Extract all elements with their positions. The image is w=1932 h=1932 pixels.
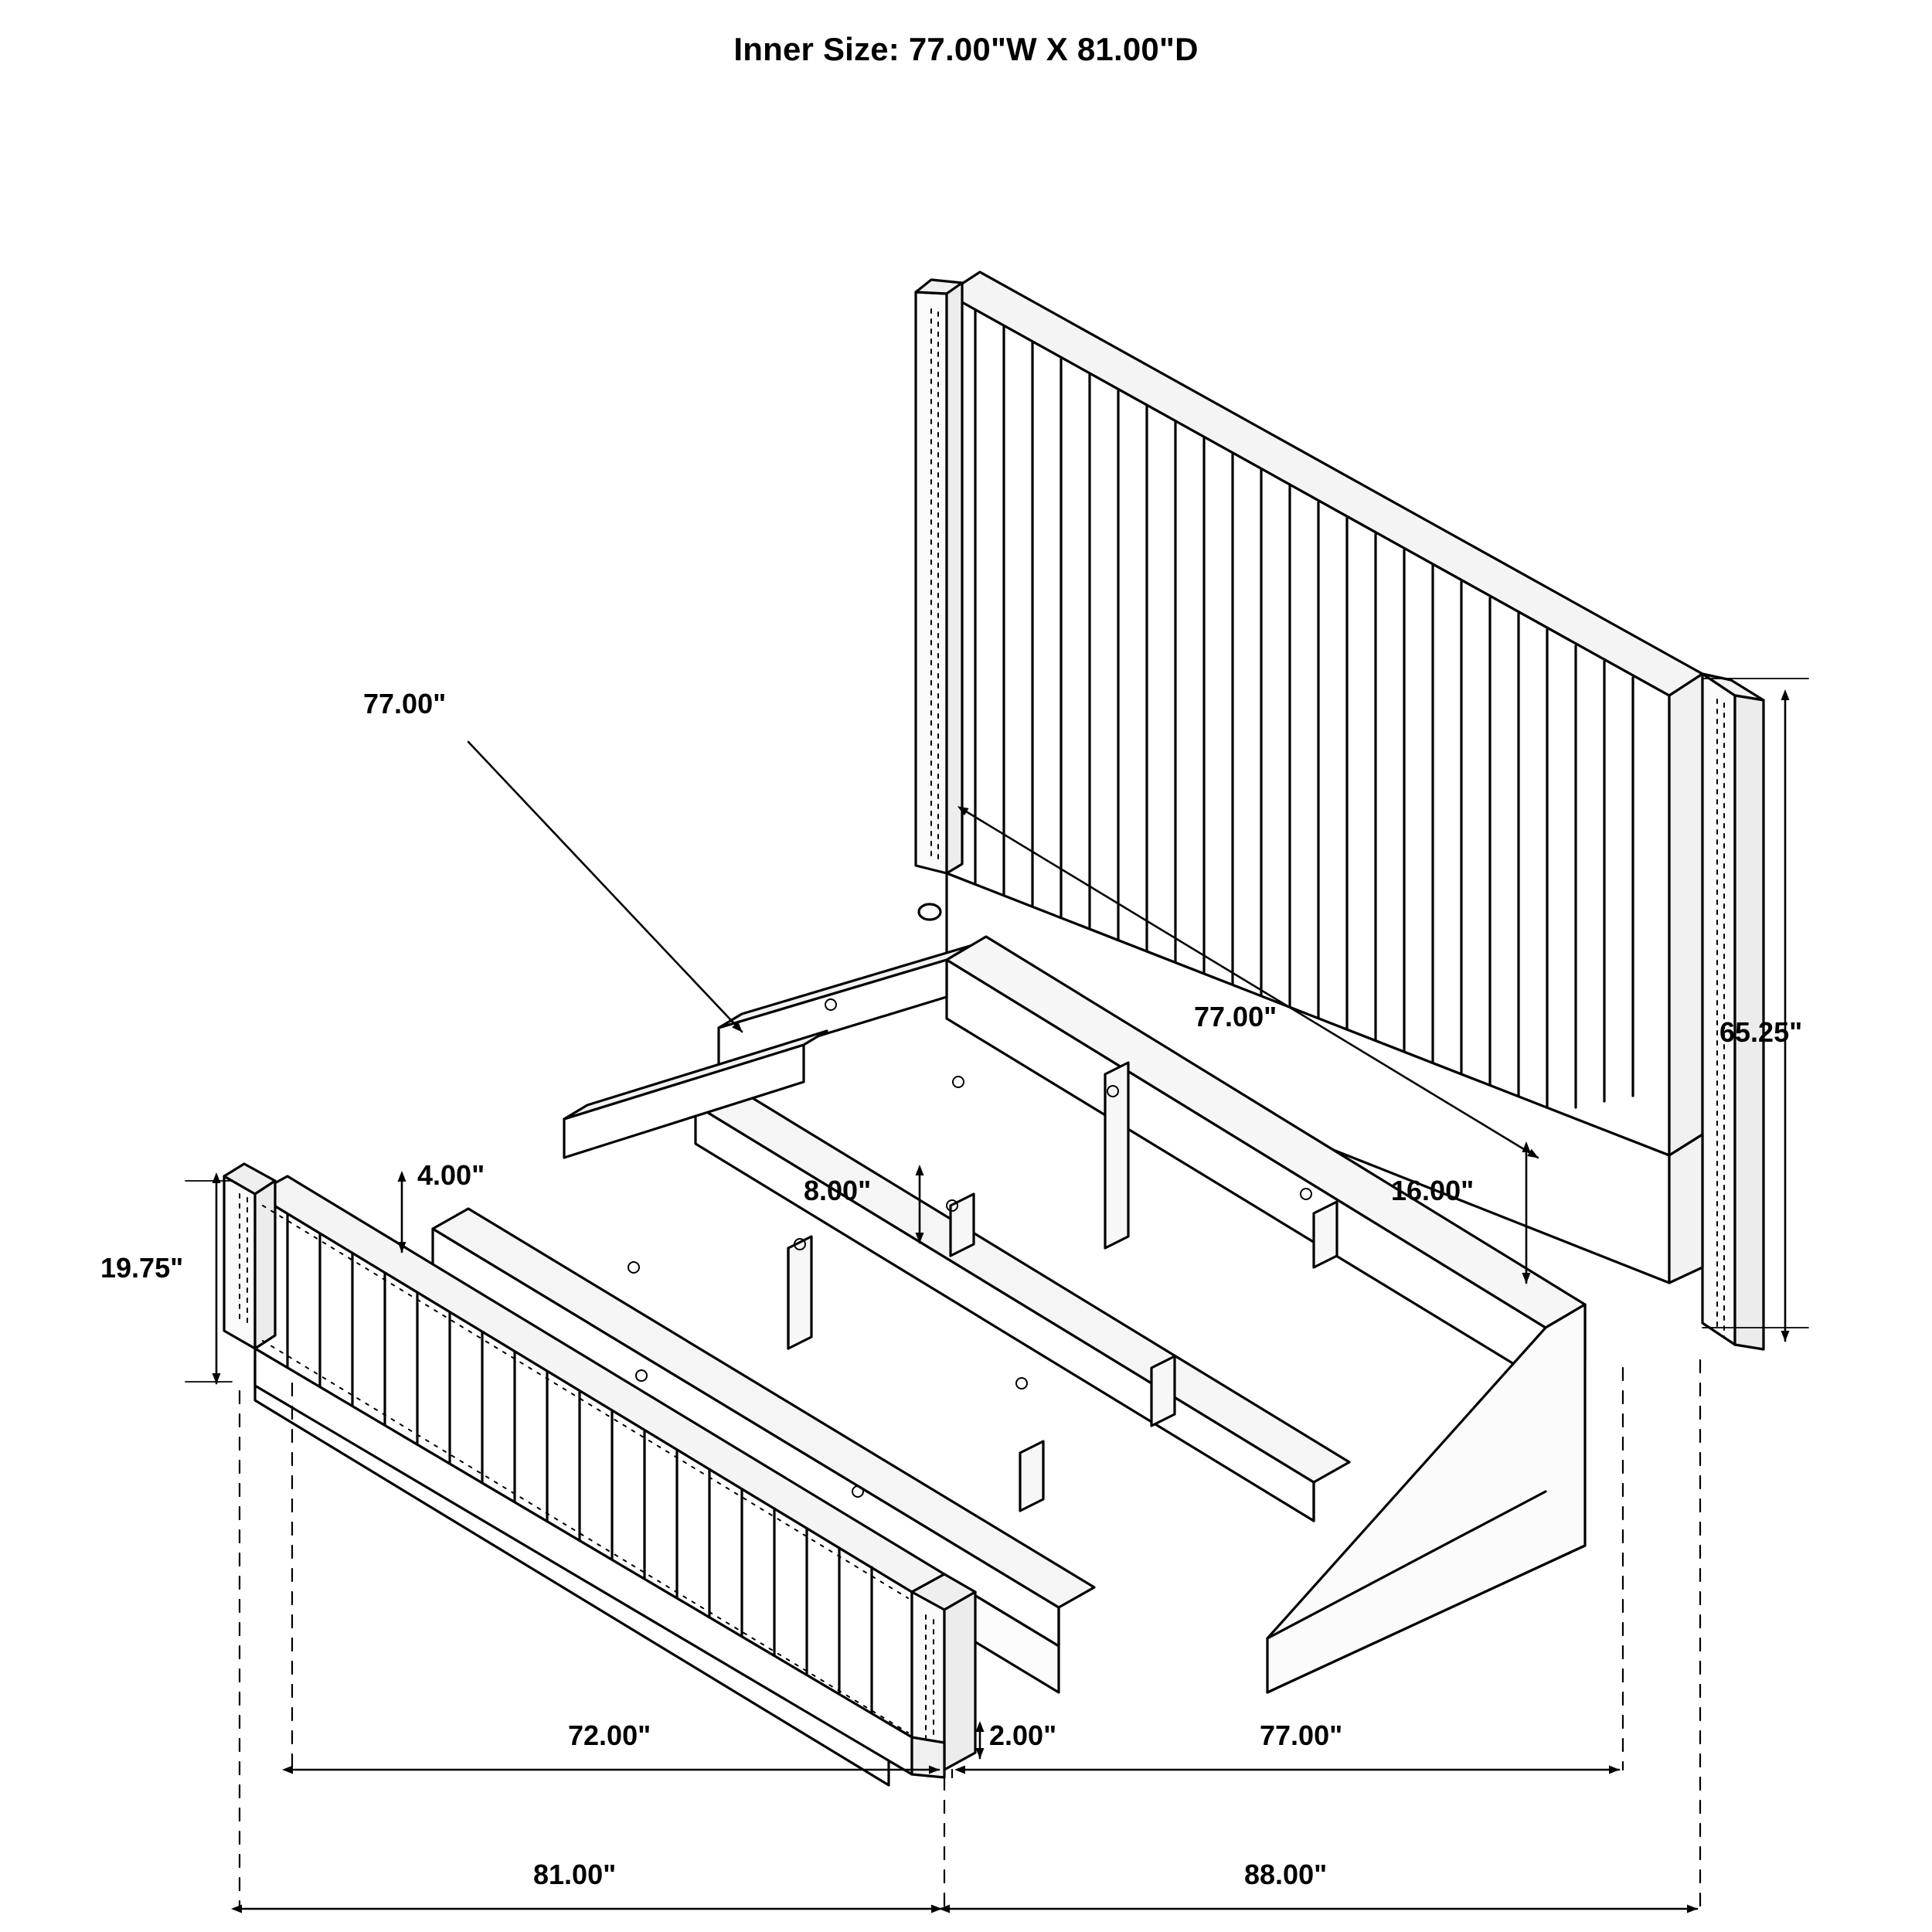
dim-label-overall-depth: 88.00" — [1244, 1859, 1328, 1890]
right-side-panel — [1267, 1304, 1585, 1692]
dim-label-footboard-height: 19.75" — [100, 1252, 184, 1284]
headboard-right-post — [1702, 674, 1764, 1349]
dim-label-inner-length-bottom: 72.00" — [568, 1719, 651, 1751]
page-title: Inner Size: 77.00"W X 81.00"D — [733, 31, 1199, 67]
dim-label-rail-width-callout: 77.00" — [363, 688, 447, 719]
headboard-left-post — [916, 280, 962, 873]
dim-label-side-length-bottom: 77.00" — [1260, 1719, 1343, 1751]
dim-label-overall-width: 81.00" — [533, 1859, 617, 1890]
rail-hook-knob — [919, 904, 940, 920]
footboard-left-post — [224, 1164, 275, 1349]
dim-label-headboard-inner-width: 77.00" — [1194, 1001, 1277, 1032]
dim-label-footboard-panel-thickness: 2.00" — [989, 1719, 1057, 1751]
dim-label-deck-height: 16.00" — [1391, 1175, 1475, 1206]
dim-label-center-leg-clearance: 8.00" — [804, 1175, 872, 1206]
dim-label-slat-offset: 4.00" — [417, 1159, 485, 1191]
dim-label-headboard-height: 65.25" — [1719, 1016, 1803, 1048]
